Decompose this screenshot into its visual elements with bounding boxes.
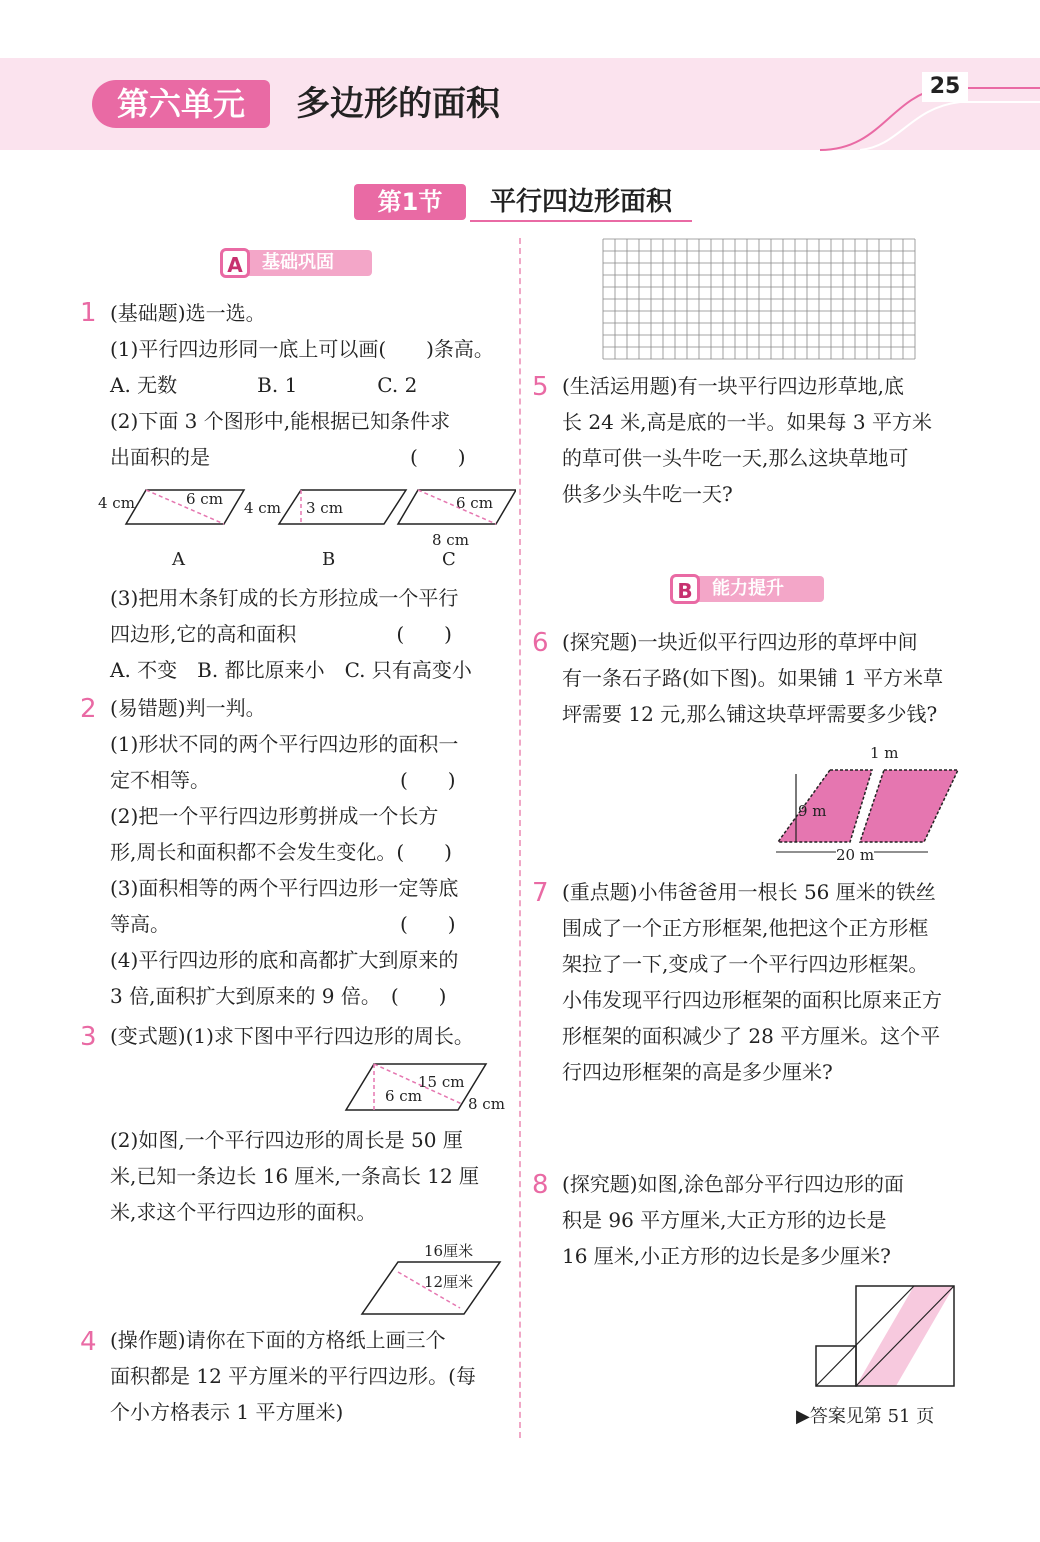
text-line: (3)面积相等的两个平行四边形一定等底 xyxy=(110,876,459,900)
question-8-text xyxy=(562,1166,904,1274)
label: 3 cm xyxy=(306,499,343,517)
label: 6 cm xyxy=(385,1087,422,1105)
subsection-b-title: 能力提升 xyxy=(712,578,784,599)
text-line: 围成了一个正方形框架,他把这个正方形框 xyxy=(562,916,929,940)
text-line: (2)下面 3 个图形中,能根据已知条件求 xyxy=(110,409,451,433)
text-line: (生活运用题)有一块平行四边形草地,底 xyxy=(562,374,904,398)
text-line: 3 倍,面积扩大到原来的 9 倍。 ( ) xyxy=(110,984,447,1008)
label: 1 m xyxy=(870,744,899,762)
text-line: 个小方格表示 1 平方厘米) xyxy=(110,1400,344,1424)
text-line: 等高。 ( ) xyxy=(110,912,456,936)
question-1-text xyxy=(110,295,494,475)
text-line: 16 厘米,小正方形的边长是多少厘米? xyxy=(562,1244,891,1268)
text-line: (2)如图,一个平行四边形的周长是 50 厘 xyxy=(110,1128,463,1152)
label: 9 m xyxy=(798,802,827,820)
text-line: 小伟发现平行四边形框架的面积比原来正方 xyxy=(562,988,942,1012)
text-line: 的草可供一头牛吃一天,那么这块草地可 xyxy=(562,446,909,470)
label: 8 cm xyxy=(432,531,469,549)
text-line: 积是 96 平方厘米,大正方形的边长是 xyxy=(562,1208,887,1232)
question-3-part2 xyxy=(110,1122,479,1230)
q8-squares-figure xyxy=(814,1284,958,1388)
question-number: 7 xyxy=(532,878,549,908)
page-number: 25 xyxy=(922,72,968,102)
text-line: 米,已知一条边长 16 厘米,一条高长 12 厘 xyxy=(110,1164,480,1188)
figure-name: B xyxy=(322,549,336,570)
question-5-text xyxy=(562,368,932,512)
question-4-text xyxy=(110,1322,476,1430)
label: 8 cm xyxy=(468,1095,505,1113)
text-line: 有一条石子路(如下图)。如果铺 1 平方米草 xyxy=(562,666,944,690)
text-line: 供多少头牛吃一天? xyxy=(562,482,733,506)
question-2-text xyxy=(110,690,458,1014)
text-line: (1)平行四边形同一底上可以画( )条高。 xyxy=(110,337,494,361)
subsection-a-letter: A xyxy=(220,248,250,278)
label: 15 cm xyxy=(418,1073,465,1091)
label: 12厘米 xyxy=(424,1273,474,1291)
text-line: 米,求这个平行四边形的面积。 xyxy=(110,1200,377,1224)
text-line: (易错题)判一判。 xyxy=(110,696,266,720)
label: 16厘米 xyxy=(424,1242,474,1260)
text-line: (探究题)一块近似平行四边形的草坪中间 xyxy=(562,630,918,654)
text-line: (4)平行四边形的底和高都扩大到原来的 xyxy=(110,948,459,972)
question-number: 1 xyxy=(80,298,97,328)
text-line: (基础题)选一选。 xyxy=(110,301,266,325)
unit-label: 第六单元 xyxy=(92,80,270,128)
section-label: 第1节 xyxy=(354,184,466,220)
square-grid xyxy=(602,238,916,362)
text-line: A. 不变 B. 都比原来小 C. 只有高变小 xyxy=(110,658,472,682)
label: 4 cm xyxy=(244,499,281,517)
subsection-b-letter: B xyxy=(670,574,700,604)
text-line: 四边形,它的高和面积 ( ) xyxy=(110,622,452,646)
question-7-text xyxy=(562,874,942,1090)
text-line: 架拉了一下,变成了一个平行四边形框架。 xyxy=(562,952,929,976)
question-number: 6 xyxy=(532,628,549,658)
label: 20 m xyxy=(836,846,875,864)
text-line: 长 24 米,高是底的一半。如果每 3 平方米 xyxy=(562,410,932,434)
figure-name: A xyxy=(172,549,185,570)
label: 6 cm xyxy=(456,494,493,512)
text-line: A. 无数 B. 1 C. 2 xyxy=(110,373,418,397)
subsection-b xyxy=(672,576,824,602)
text-line: 形,周长和面积都不会发生变化。( ) xyxy=(110,840,452,864)
text-line: (操作题)请你在下面的方格纸上画三个 xyxy=(110,1328,446,1352)
label: 6 cm xyxy=(186,490,223,508)
text-line: 出面积的是 ( ) xyxy=(110,445,466,469)
text-line: (变式题)(1)求下图中平行四边形的周长。 xyxy=(110,1024,474,1048)
subsection-a xyxy=(222,250,372,276)
text-line: 坪需要 12 元,那么铺这块草坪需要多少钱? xyxy=(562,702,938,726)
text-line: (2)把一个平行四边形剪拼成一个长方 xyxy=(110,804,439,828)
column-divider xyxy=(519,238,521,1438)
question-6-text xyxy=(562,624,943,732)
question-number: 8 xyxy=(532,1170,549,1200)
text-line: (3)把用木条钉成的长方形拉成一个平行 xyxy=(110,586,459,610)
text-line: 面积都是 12 平方厘米的平行四边形。(每 xyxy=(110,1364,476,1388)
question-number: 3 xyxy=(80,1022,97,1052)
question-1-part3 xyxy=(110,580,472,688)
label: 4 cm xyxy=(98,494,135,512)
question-number: 4 xyxy=(80,1327,97,1357)
figure-name: C xyxy=(442,549,456,570)
text-line: 行四边形框架的高是多少厘米? xyxy=(562,1060,833,1084)
question-number: 2 xyxy=(80,694,97,724)
text-line: (探究题)如图,涂色部分平行四边形的面 xyxy=(562,1172,904,1196)
answer-reference: ▶答案见第 51 页 xyxy=(796,1406,935,1427)
text-line: (重点题)小伟爸爸用一根长 56 厘米的铁丝 xyxy=(562,880,936,904)
text-line: (1)形状不同的两个平行四边形的面积一 xyxy=(110,732,459,756)
subsection-a-title: 基础巩固 xyxy=(262,252,334,273)
section-title: 平行四边形面积 xyxy=(470,184,692,222)
question-number: 5 xyxy=(532,372,549,402)
text-line: 形框架的面积减少了 28 平方厘米。这个平 xyxy=(562,1024,941,1048)
unit-title: 多边形的面积 xyxy=(296,84,500,124)
text-line: 定不相等。 ( ) xyxy=(110,768,456,792)
